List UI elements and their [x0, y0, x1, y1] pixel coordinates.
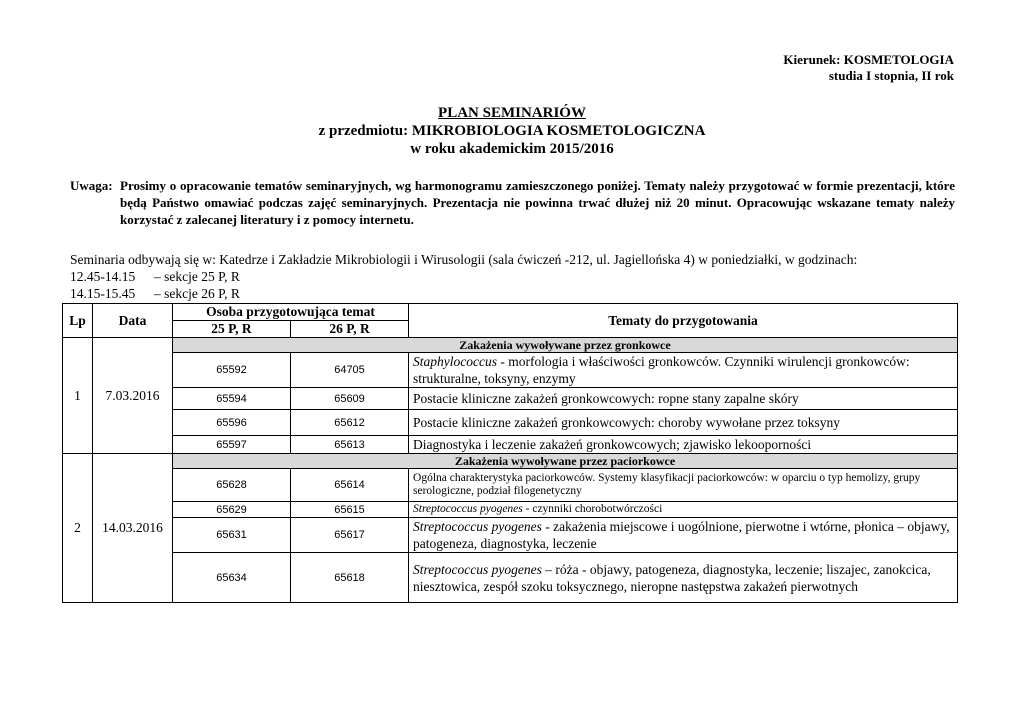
topic-cell — [409, 388, 958, 410]
info-block — [70, 251, 857, 302]
student-id-26: 65615 — [291, 502, 409, 518]
table-row — [63, 410, 958, 436]
title-line-3: w roku akademickim 2015/2016 — [410, 141, 614, 157]
table-row — [63, 388, 958, 410]
row-lp: 1 — [63, 338, 93, 454]
slot-group: – sekcje 25 P, R — [154, 269, 240, 284]
topic-cell — [409, 469, 958, 502]
student-id-26: 65614 — [291, 469, 409, 502]
section-row — [63, 338, 958, 353]
student-id-25: 65594 — [173, 388, 291, 410]
note-label: Uwaga: — [70, 178, 113, 193]
section-title: Zakażenia wywoływane przez paciorkowce — [173, 454, 958, 469]
student-id-26: 65617 — [291, 518, 409, 553]
topic-text: - morfologia i właściwości gronkowców. Czynniki wirulencji gronkowców: strukturalne, toksyny, enzymy — [413, 354, 910, 386]
slot-time: 12.45-14.15 — [70, 269, 136, 284]
info-slot — [70, 285, 857, 302]
studia-label: studia I stopnia, II rok — [828, 68, 954, 83]
row-date: 14.03.2016 — [93, 454, 173, 603]
header-tematy: Tematy do przygotowania — [409, 304, 958, 338]
topic-organism: Staphylococcus — [413, 354, 497, 369]
title-line-1: PLAN SEMINARIÓW — [438, 105, 586, 121]
header-block — [783, 52, 954, 84]
student-id-25: 65634 — [173, 553, 291, 603]
table-row — [63, 469, 958, 502]
student-id-25: 65629 — [173, 502, 291, 518]
topic-text: Postacie kliniczne zakażeń gronkowcowych: ropne stany zapalne skóry — [413, 391, 799, 406]
note-text: Prosimy o opracowanie tematów seminaryjnych, wg harmonogramu zamieszczonego poniżej. Tematy należy przygotować w formie prezentacji, które będą Państwo omawiać podczas zajęć seminaryjnych. Prezentacja nie powinna trwać dłużej niż 20 minut. Opracowując wskazane tematy należy korzystać z zalecanej literatury i z pomocy internetu. — [120, 178, 955, 227]
student-id-25: 65596 — [173, 410, 291, 436]
title-line-2: z przedmiotu: MIKROBIOLOGIA KOSMETOLOGICZNA — [318, 123, 706, 139]
topic-text: Ogólna charakterystyka paciorkowców. Systemy klasyfikacji paciorkowców: w oparciu o typ hemolizy, grupy serologiczne, podział filogenetyczny — [413, 472, 921, 497]
section-title: Zakażenia wywoływane przez gronkowce — [173, 338, 958, 353]
student-id-26: 65618 — [291, 553, 409, 603]
header-lp: Lp — [63, 304, 93, 338]
topic-cell — [409, 353, 958, 388]
student-id-26: 65609 — [291, 388, 409, 410]
row-lp: 2 — [63, 454, 93, 603]
topic-organism: Streptococcus pyogenes — [413, 503, 523, 515]
header-data: Data — [93, 304, 173, 338]
topic-cell — [409, 502, 958, 518]
table-row — [63, 553, 958, 603]
topic-text: - czynniki chorobotwórczości — [522, 503, 663, 515]
topic-organism: Streptococcus pyogenes — [413, 561, 542, 577]
topic-cell — [409, 553, 958, 603]
info-slot — [70, 268, 857, 285]
topic-cell — [409, 436, 958, 454]
header-group-26: 26 P, R — [291, 321, 409, 338]
table-row — [63, 353, 958, 388]
student-id-25: 65597 — [173, 436, 291, 454]
student-id-26: 65612 — [291, 410, 409, 436]
header-group-25: 25 P, R — [173, 321, 291, 338]
student-id-25: 65592 — [173, 353, 291, 388]
topic-cell — [409, 518, 958, 553]
note-block — [70, 177, 955, 228]
slot-time: 14.15-15.45 — [70, 286, 136, 301]
seminar-table — [62, 303, 958, 603]
info-location: Seminaria odbywają się w: Katedrze i Zakładzie Mikrobiologii i Wirusologii (sala ćwiczeń -212, ul. Jagiellońska 4) w poniedziałki, w godzinach: — [70, 252, 858, 267]
topic-cell — [409, 410, 958, 436]
topic-organism: Streptococcus pyogenes — [413, 519, 542, 534]
kierunek-label: Kierunek: KOSMETOLOGIA — [783, 52, 954, 67]
topic-text: Postacie kliniczne zakażeń gronkowcowych: choroby wywołane przez toksyny — [413, 415, 840, 430]
table-row — [63, 436, 958, 454]
topic-text: - zakażenia miejscowe i uogólnione, pierwotne i wtórne, płonica – objawy, patogeneza, diagnostyka, leczenie — [413, 519, 950, 551]
table-row — [63, 502, 958, 518]
student-id-26: 64705 — [291, 353, 409, 388]
topic-text: – róża - objawy, patogeneza, diagnostyka, leczenie; liszajec, zanokcica, niesztowica, zespół szoku toksycznego, nieropne następstwa zakażeń pierwotnych — [413, 561, 931, 594]
student-id-25: 65628 — [173, 469, 291, 502]
header-osoba: Osoba przygotowująca temat — [173, 304, 409, 321]
table-row — [63, 518, 958, 553]
topic-text: Diagnostyka i leczenie zakażeń gronkowcowych; zjawisko lekooporności — [413, 437, 812, 452]
section-row — [63, 454, 958, 469]
document-title — [0, 104, 1024, 158]
slot-group: – sekcje 26 P, R — [154, 286, 240, 301]
row-date: 7.03.2016 — [93, 338, 173, 454]
student-id-25: 65631 — [173, 518, 291, 553]
student-id-26: 65613 — [291, 436, 409, 454]
